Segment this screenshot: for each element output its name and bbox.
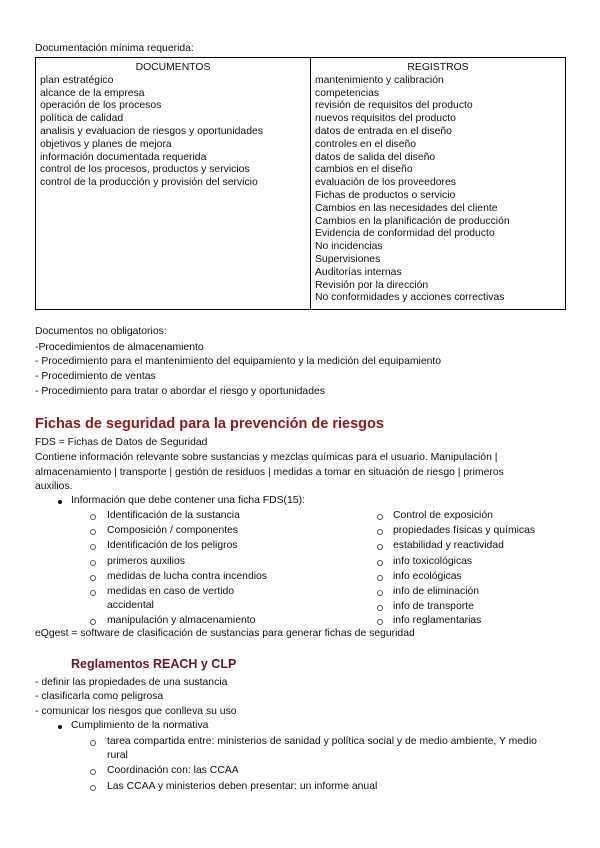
registro-item: Auditorías internas (315, 266, 402, 278)
fds-right-item: info toxicológicas (393, 556, 473, 567)
circle-bullet-icon (377, 544, 383, 550)
fds-info-bullet: Información que debe contener una ficha FDS(15): (71, 495, 305, 506)
circle-bullet-icon (90, 560, 96, 566)
registro-item: mantenimiento y calibración (315, 74, 444, 86)
circle-bullet-icon (90, 590, 96, 596)
fds-right-item: info de eliminación (393, 586, 480, 597)
circle-bullet-icon (90, 769, 96, 775)
documento-item: información documentada requerida (40, 151, 207, 163)
circle-bullet-icon (90, 619, 96, 625)
fds-left-item: Identificación de la sustancia (107, 510, 240, 521)
registro-item: nuevos requisitos del producto (315, 113, 456, 125)
eqgest-definition: eQgest = software de clasificación de sustancias para generar fichas de seguridad (35, 628, 415, 639)
reach-item: - definir las propiedades de una sustancia (35, 677, 228, 688)
registro-item: Fichas de productos o servicio (315, 189, 456, 201)
required-docs-table (35, 57, 566, 310)
registro-item: Cambios en la planificación de producción (315, 215, 510, 227)
circle-bullet-icon (90, 514, 96, 520)
registro-item: evaluación de los proveedores (315, 177, 456, 189)
reach-sub-item: Las CCAA y ministerios deben presentar: un informe anual (107, 781, 378, 792)
no-obligatorios-item: - Procedimiento para tratar o abordar el riesgo y oportunidades (35, 386, 325, 397)
circle-bullet-icon (377, 575, 383, 581)
documento-item: control de los procesos, productos y servicios (40, 164, 250, 176)
circle-bullet-icon (90, 575, 96, 581)
documento-item: plan estratégico (40, 74, 114, 86)
reach-item: - comunicar los riesgos que conlleva su uso (35, 706, 237, 717)
reach-sub-item: rural (107, 750, 128, 761)
registro-item: revisión de requisitos del producto (315, 100, 473, 112)
circle-bullet-icon (90, 529, 96, 535)
reach-sub-item: tarea compartida entre: ministerios de sanidad y política social y de medio ambiente, Y medio (107, 736, 537, 747)
fds-left-item: medidas de lucha contra incendios (107, 571, 267, 582)
circle-bullet-icon (377, 529, 383, 535)
circle-bullet-icon (90, 785, 96, 791)
fds-left-item: Composición / componentes (107, 525, 239, 536)
fds-right-item: info reglamentarias (393, 615, 482, 626)
circle-bullet-icon (377, 560, 383, 566)
fds-left-item: manipulación y almacenamiento (107, 615, 256, 626)
fichas-heading: Fichas de seguridad para la prevención de riesgos (35, 416, 384, 432)
fds-left-item: Identificación de los peligros (107, 540, 238, 551)
reach-item: - clasificarla como peligrosa (35, 691, 164, 702)
registro-item: datos de salida del diseño (315, 151, 436, 163)
circle-bullet-icon (377, 619, 383, 625)
registro-item: cambios en el diseño (315, 164, 413, 176)
bullet-dot-icon (58, 725, 62, 729)
fds-left-item: medidas en caso de vertido (107, 586, 235, 597)
fichas-description: almacenamiento | transporte | gestión de residuos | medidas a tomar en situación de riesgo | primeros (35, 467, 504, 478)
reach-heading: Reglamentos REACH y CLP (71, 657, 237, 671)
fichas-description: Contiene información relevante sobre sustancias y mezclas químicas para el usuario. Manipulación | (35, 452, 498, 463)
registro-item: Evidencia de conformidad del producto (315, 228, 495, 240)
no-obligatorios-item: - Procedimiento para el mantenimiento del equipamiento y la medición del equipamiento (35, 356, 442, 367)
registro-item: controles en el diseño (315, 138, 417, 150)
documentos-cell (36, 75, 311, 310)
fds-right-item: propiedades físicas y químicas (393, 525, 536, 536)
reach-sub-item: Coordinación con: las CCAA (107, 765, 239, 776)
circle-bullet-icon (377, 605, 383, 611)
documento-item: control de la producción y provisión del servicio (40, 177, 258, 189)
registro-item: competencias (315, 87, 380, 99)
documento-item: analisis y evaluacion de riesgos y oportunidades (40, 125, 263, 137)
fichas-description: auxilios. (35, 481, 73, 492)
fds-left-item: accidental (107, 600, 154, 611)
circle-bullet-icon (90, 544, 96, 550)
fds-left-item: primeros auxilios (107, 556, 185, 567)
circle-bullet-icon (377, 590, 383, 596)
registro-item: Revisión por la dirección (315, 279, 429, 291)
fds-definition: FDS = Fichas de Datos de Seguridad (35, 437, 208, 448)
registro-item: Supervisiones (315, 253, 381, 265)
registro-item: No conformidades y acciones correctivas (315, 292, 505, 304)
circle-bullet-icon (377, 514, 383, 520)
registro-item: Cambios en las necesidades del cliente (315, 202, 498, 214)
no-obligatorios-item: -Procedimientos de almacenamiento (35, 342, 204, 353)
intro-text: Documentación mínima requerida: (35, 43, 194, 54)
fds-right-item: estabilidad y reactividad (393, 540, 504, 551)
registro-item: No incidencias (315, 241, 383, 253)
documento-item: alcance de la empresa (40, 87, 145, 99)
documento-item: política de calidad (40, 113, 124, 125)
registro-item: datos de entrada en el diseño (315, 125, 452, 137)
reach-bullet: Cumplimiento de la normativa (71, 720, 209, 731)
documento-item: operación de los procesos (40, 100, 162, 112)
circle-bullet-icon (90, 740, 96, 746)
fds-right-item: Control de exposición (393, 510, 493, 521)
documento-item: objetivos y planes de mejora (40, 138, 172, 150)
no-obligatorios-title: Documentos no obligatorios: (35, 326, 167, 337)
header-registros: REGISTROS (311, 58, 566, 75)
fds-right-item: info ecológicas (393, 571, 462, 582)
registros-cell (311, 75, 566, 310)
header-documentos: DOCUMENTOS (36, 58, 311, 75)
bullet-dot-icon (58, 500, 62, 504)
fds-right-item: info de transporte (393, 601, 474, 612)
no-obligatorios-item: - Procedimiento de ventas (35, 371, 156, 382)
